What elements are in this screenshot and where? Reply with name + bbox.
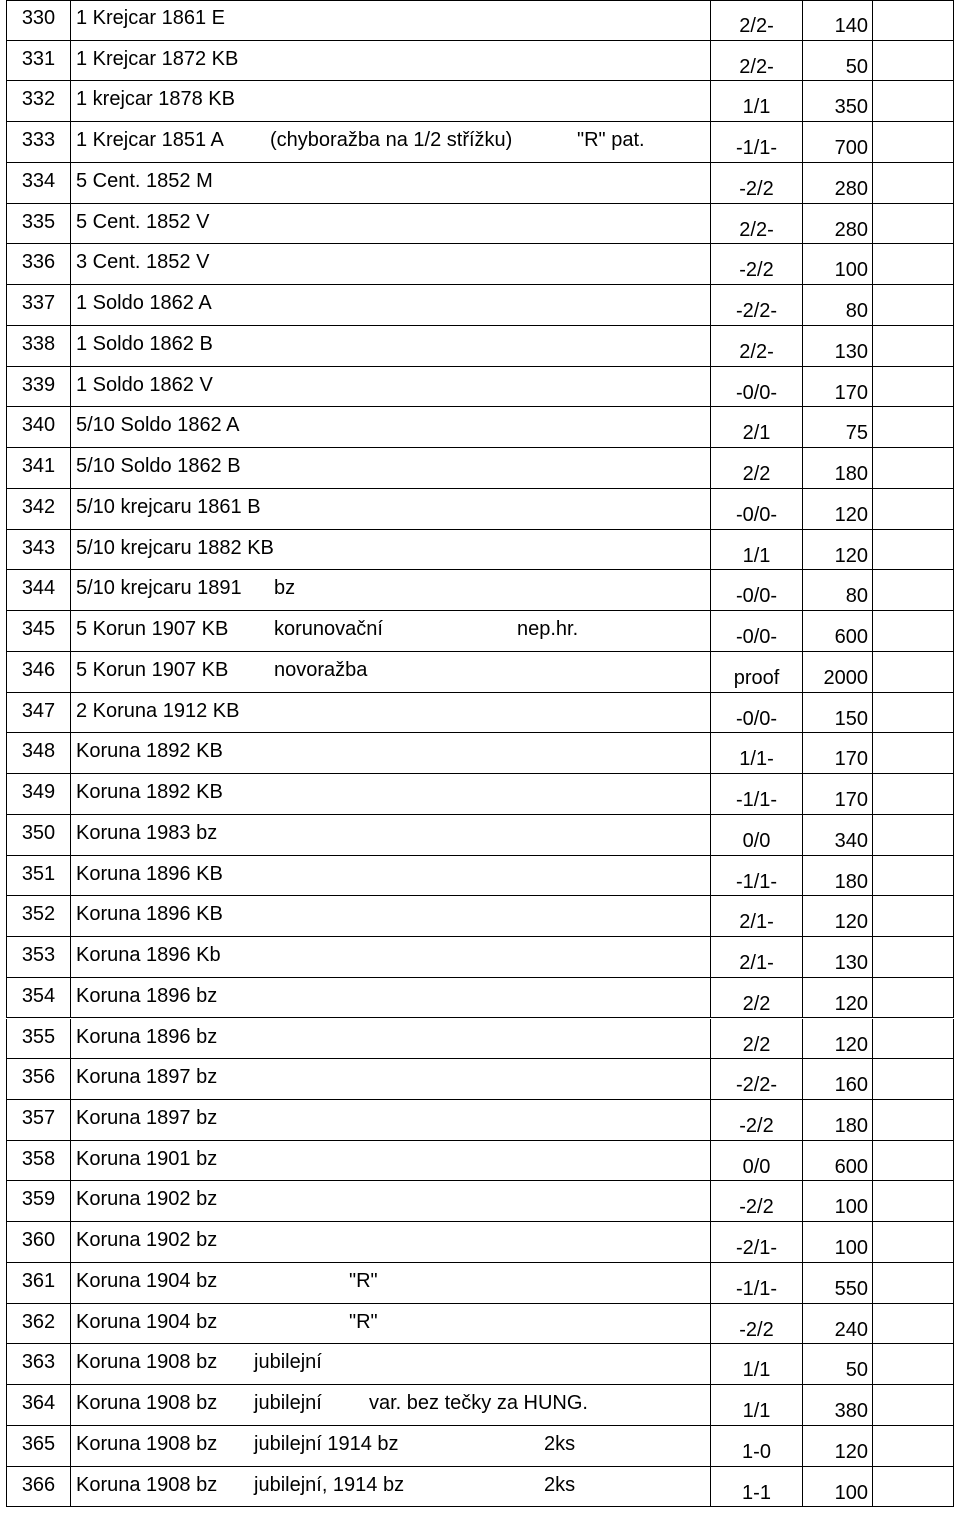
lot-description — [70, 733, 710, 774]
lot-description — [70, 326, 710, 367]
lot-grade: -2/2- — [710, 285, 802, 326]
lot-grade: -1/1- — [710, 774, 802, 815]
table-row — [6, 693, 954, 734]
lot-description — [70, 204, 710, 245]
table-row — [6, 815, 954, 856]
description-segment: 5/10 Soldo 1862 A — [76, 414, 240, 437]
lot-description — [70, 774, 710, 815]
lot-price: 180 — [802, 448, 872, 489]
lot-price: 100 — [802, 1222, 872, 1263]
lot-description — [70, 1263, 710, 1304]
lot-grade: 1/1 — [710, 81, 802, 122]
empty-cell — [872, 1344, 954, 1385]
lot-grade: 1-1 — [710, 1467, 802, 1508]
lot-grade: 2/2 — [710, 1019, 802, 1060]
table-row — [6, 1222, 954, 1263]
empty-cell — [872, 1304, 954, 1345]
description-segment: bz — [274, 577, 296, 600]
empty-cell — [872, 856, 954, 897]
lot-price: 180 — [802, 1100, 872, 1141]
lot-description — [70, 1385, 710, 1426]
description-segment: 1 krejcar 1878 KB — [76, 88, 235, 111]
table-row — [6, 856, 954, 897]
lot-description — [70, 122, 710, 163]
lot-number: 360 — [6, 1222, 70, 1263]
empty-cell — [872, 693, 954, 734]
description-segment: jubilejní — [254, 1351, 322, 1374]
lot-number: 346 — [6, 652, 70, 693]
lot-description — [70, 407, 710, 448]
description-segment: jubilejní, 1914 bz — [254, 1473, 405, 1496]
description-segment: Koruna 1896 Kb — [76, 944, 221, 967]
lot-grade: -1/1- — [710, 122, 802, 163]
lot-price: 700 — [802, 122, 872, 163]
lot-number: 336 — [6, 244, 70, 285]
empty-cell — [872, 489, 954, 530]
description-segment: "R" — [349, 1269, 378, 1292]
lot-number: 356 — [6, 1059, 70, 1100]
lot-grade: 0/0 — [710, 1141, 802, 1182]
lot-grade: -2/2 — [710, 244, 802, 285]
empty-cell — [872, 815, 954, 856]
description-segment: Koruna 1896 bz — [76, 984, 218, 1007]
lot-number: 330 — [6, 0, 70, 41]
table-row — [6, 1304, 954, 1345]
empty-cell — [872, 1100, 954, 1141]
lot-number: 334 — [6, 163, 70, 204]
lot-number: 352 — [6, 896, 70, 937]
lot-grade: proof — [710, 652, 802, 693]
lot-number: 366 — [6, 1467, 70, 1508]
table-row — [6, 937, 954, 978]
lot-price: 340 — [802, 815, 872, 856]
lot-price: 120 — [802, 530, 872, 571]
description-segment: var. bez tečky za HUNG. — [369, 1392, 588, 1415]
lot-description — [70, 448, 710, 489]
empty-cell — [872, 1385, 954, 1426]
lot-number: 337 — [6, 285, 70, 326]
table-row — [6, 367, 954, 408]
lot-price: 120 — [802, 489, 872, 530]
lot-description — [70, 0, 710, 41]
table-row — [6, 1019, 954, 1060]
lot-price: 180 — [802, 856, 872, 897]
lot-grade: -1/1- — [710, 856, 802, 897]
description-segment: "R" pat. — [577, 129, 645, 152]
lot-price: 600 — [802, 1141, 872, 1182]
lot-grade: 2/2- — [710, 0, 802, 41]
table-row — [6, 1181, 954, 1222]
lot-grade: 2/2 — [710, 978, 802, 1019]
lot-price: 50 — [802, 1344, 872, 1385]
lot-grade: 2/2- — [710, 41, 802, 82]
table-row — [6, 489, 954, 530]
lot-description — [70, 1059, 710, 1100]
lot-number: 332 — [6, 81, 70, 122]
table-row — [6, 122, 954, 163]
empty-cell — [872, 611, 954, 652]
description-segment: 2 Koruna 1912 KB — [76, 699, 240, 722]
empty-cell — [872, 774, 954, 815]
empty-cell — [872, 733, 954, 774]
table-row — [6, 244, 954, 285]
description-segment: Koruna 1901 bz — [76, 1147, 218, 1170]
lot-description — [70, 244, 710, 285]
lot-grade: 2/2 — [710, 448, 802, 489]
description-segment: Koruna 1896 bz — [76, 1025, 218, 1048]
description-segment: Koruna 1892 KB — [76, 740, 223, 763]
lot-price: 170 — [802, 774, 872, 815]
lot-description — [70, 1181, 710, 1222]
empty-cell — [872, 652, 954, 693]
table-row — [6, 1100, 954, 1141]
lot-number: 338 — [6, 326, 70, 367]
description-segment: Koruna 1902 bz — [76, 1229, 218, 1252]
description-segment: novoražba — [274, 658, 368, 681]
lot-price: 120 — [802, 1019, 872, 1060]
empty-cell — [872, 570, 954, 611]
lot-price: 550 — [802, 1263, 872, 1304]
lot-grade: -1/1- — [710, 1263, 802, 1304]
lot-price: 120 — [802, 978, 872, 1019]
empty-cell — [872, 163, 954, 204]
lot-number: 355 — [6, 1019, 70, 1060]
table-row — [6, 163, 954, 204]
description-segment: Koruna 1897 bz — [76, 1106, 218, 1129]
table-row — [6, 0, 954, 41]
table-row — [6, 204, 954, 245]
table-row — [6, 1059, 954, 1100]
lot-grade: 2/2- — [710, 326, 802, 367]
lot-grade: -2/2 — [710, 1100, 802, 1141]
lot-grade: -0/0- — [710, 367, 802, 408]
lot-number: 350 — [6, 815, 70, 856]
lot-number: 333 — [6, 122, 70, 163]
description-segment: 3 Cent. 1852 V — [76, 251, 210, 274]
lot-price: 240 — [802, 1304, 872, 1345]
description-segment: 1 Soldo 1862 V — [76, 373, 213, 396]
description-segment: Koruna 1908 bz — [76, 1392, 218, 1415]
lot-description — [70, 1426, 710, 1467]
empty-cell — [872, 244, 954, 285]
empty-cell — [872, 204, 954, 245]
description-segment: Koruna 1892 KB — [76, 781, 223, 804]
lot-description — [70, 937, 710, 978]
lot-grade: 2/2- — [710, 204, 802, 245]
lot-number: 349 — [6, 774, 70, 815]
description-segment: 5/10 krejcaru 1861 B — [76, 495, 261, 518]
empty-cell — [872, 448, 954, 489]
lot-price: 280 — [802, 163, 872, 204]
description-segment: 1 Krejcar 1872 KB — [76, 47, 239, 70]
lot-grade: -2/2 — [710, 1304, 802, 1345]
description-segment: "R" — [349, 1310, 378, 1333]
lot-price: 100 — [802, 244, 872, 285]
lot-grade: -2/2- — [710, 1059, 802, 1100]
empty-cell — [872, 367, 954, 408]
lot-description — [70, 285, 710, 326]
lot-description — [70, 367, 710, 408]
lot-grade: 2/1 — [710, 407, 802, 448]
lot-description — [70, 856, 710, 897]
description-segment: Koruna 1896 KB — [76, 903, 223, 926]
lot-description — [70, 1222, 710, 1263]
lot-description — [70, 81, 710, 122]
description-segment: 1 Soldo 1862 B — [76, 332, 213, 355]
lot-price: 130 — [802, 326, 872, 367]
lot-grade: -0/0- — [710, 570, 802, 611]
description-segment: Koruna 1908 bz — [76, 1351, 218, 1374]
lot-grade: -0/0- — [710, 489, 802, 530]
description-segment: Koruna 1904 bz — [76, 1310, 218, 1333]
lot-description — [70, 815, 710, 856]
description-segment: 5/10 krejcaru 1891 — [76, 577, 242, 600]
empty-cell — [872, 41, 954, 82]
lot-price: 170 — [802, 367, 872, 408]
description-segment: 5 Cent. 1852 M — [76, 169, 213, 192]
catalog-table — [6, 0, 954, 1516]
lot-description — [70, 896, 710, 937]
table-row — [6, 611, 954, 652]
lot-number: 339 — [6, 367, 70, 408]
lot-price: 80 — [802, 570, 872, 611]
lot-number: 364 — [6, 1385, 70, 1426]
lot-grade: 1/1 — [710, 1385, 802, 1426]
lot-description — [70, 1019, 710, 1060]
table-row — [6, 978, 954, 1019]
description-segment: jubilejní — [254, 1392, 322, 1415]
lot-price: 140 — [802, 0, 872, 41]
lot-price: 2000 — [802, 652, 872, 693]
lot-price: 100 — [802, 1181, 872, 1222]
empty-cell — [872, 122, 954, 163]
description-segment: Koruna 1897 bz — [76, 1066, 218, 1089]
empty-cell — [872, 0, 954, 41]
table-row — [6, 326, 954, 367]
lot-price: 160 — [802, 1059, 872, 1100]
empty-cell — [872, 937, 954, 978]
lot-description — [70, 530, 710, 571]
lot-description — [70, 1467, 710, 1508]
lot-price: 130 — [802, 937, 872, 978]
description-segment: jubilejní 1914 bz — [254, 1432, 399, 1455]
description-segment: 2ks — [544, 1432, 576, 1455]
description-segment: 1 Soldo 1862 A — [76, 292, 212, 315]
table-row — [6, 81, 954, 122]
lot-grade: -0/0- — [710, 611, 802, 652]
lot-number: 361 — [6, 1263, 70, 1304]
lot-description — [70, 611, 710, 652]
description-segment: Koruna 1983 bz — [76, 821, 218, 844]
lot-description — [70, 1304, 710, 1345]
lot-number: 358 — [6, 1141, 70, 1182]
description-segment: 5 Korun 1907 KB — [76, 658, 229, 681]
lot-price: 350 — [802, 81, 872, 122]
lot-price: 280 — [802, 204, 872, 245]
description-segment: korunovační — [274, 618, 383, 641]
lot-grade: -2/2 — [710, 163, 802, 204]
description-segment: Koruna 1896 KB — [76, 862, 223, 885]
lot-grade: 1/1 — [710, 1344, 802, 1385]
description-segment: Koruna 1902 bz — [76, 1188, 218, 1211]
empty-cell — [872, 1222, 954, 1263]
table-row — [6, 774, 954, 815]
table-row — [6, 285, 954, 326]
empty-cell — [872, 1263, 954, 1304]
lot-description — [70, 693, 710, 734]
table-row — [6, 1385, 954, 1426]
description-segment: 5 Cent. 1852 V — [76, 210, 210, 233]
table-row — [6, 570, 954, 611]
lot-description — [70, 163, 710, 204]
lot-price: 120 — [802, 896, 872, 937]
empty-cell — [872, 530, 954, 571]
lot-description — [70, 978, 710, 1019]
lot-description — [70, 1100, 710, 1141]
lot-number: 342 — [6, 489, 70, 530]
table-row — [6, 733, 954, 774]
lot-description — [70, 1344, 710, 1385]
table-row — [6, 1426, 954, 1467]
table-row — [6, 530, 954, 571]
empty-cell — [872, 1467, 954, 1508]
lot-number: 335 — [6, 204, 70, 245]
empty-cell — [872, 1141, 954, 1182]
description-segment: 1 Krejcar 1851 A — [76, 129, 224, 152]
lot-number: 347 — [6, 693, 70, 734]
lot-number: 357 — [6, 1100, 70, 1141]
lot-number: 345 — [6, 611, 70, 652]
lot-number: 362 — [6, 1304, 70, 1345]
table-row — [6, 41, 954, 82]
table-row — [6, 1141, 954, 1182]
lot-grade: 1/1- — [710, 733, 802, 774]
lot-grade: -0/0- — [710, 693, 802, 734]
empty-cell — [872, 1019, 954, 1060]
empty-cell — [872, 1181, 954, 1222]
lot-number: 331 — [6, 41, 70, 82]
lot-number: 351 — [6, 856, 70, 897]
lot-grade: 2/1- — [710, 937, 802, 978]
lot-number: 341 — [6, 448, 70, 489]
lot-number: 340 — [6, 407, 70, 448]
empty-cell — [872, 896, 954, 937]
description-segment: 1 Krejcar 1861 E — [76, 7, 225, 29]
table-row — [6, 1344, 954, 1385]
lot-price: 380 — [802, 1385, 872, 1426]
lot-grade: 2/1- — [710, 896, 802, 937]
lot-number: 344 — [6, 570, 70, 611]
lot-price: 170 — [802, 733, 872, 774]
description-segment: 5/10 Soldo 1862 B — [76, 455, 241, 478]
lot-price: 80 — [802, 285, 872, 326]
lot-grade: 1/1 — [710, 530, 802, 571]
lot-description — [70, 489, 710, 530]
lot-price: 50 — [802, 41, 872, 82]
empty-cell — [872, 1426, 954, 1467]
lot-price: 75 — [802, 407, 872, 448]
description-segment: Koruna 1904 bz — [76, 1269, 218, 1292]
lot-number: 354 — [6, 978, 70, 1019]
description-segment: 2ks — [544, 1473, 576, 1496]
table-row — [6, 652, 954, 693]
lot-price: 120 — [802, 1426, 872, 1467]
description-segment: (chyboražba na 1/2 střížku) — [270, 129, 513, 152]
description-segment: 5 Korun 1907 KB — [76, 618, 229, 641]
lot-price: 100 — [802, 1467, 872, 1508]
lot-grade: 0/0 — [710, 815, 802, 856]
empty-cell — [872, 1059, 954, 1100]
description-segment: Koruna 1908 bz — [76, 1432, 218, 1455]
empty-cell — [872, 285, 954, 326]
table-row — [6, 896, 954, 937]
description-segment: nep.hr. — [517, 618, 579, 641]
lot-number: 353 — [6, 937, 70, 978]
lot-price: 600 — [802, 611, 872, 652]
lot-price: 150 — [802, 693, 872, 734]
lot-description — [70, 1141, 710, 1182]
empty-cell — [872, 978, 954, 1019]
empty-cell — [872, 407, 954, 448]
empty-cell — [872, 81, 954, 122]
lot-grade: -2/2 — [710, 1181, 802, 1222]
empty-cell — [872, 326, 954, 367]
lot-description — [70, 652, 710, 693]
description-segment: 5/10 krejcaru 1882 KB — [76, 536, 274, 559]
lot-number: 348 — [6, 733, 70, 774]
table-row — [6, 448, 954, 489]
lot-grade: 1-0 — [710, 1426, 802, 1467]
lot-number: 359 — [6, 1181, 70, 1222]
lot-number: 343 — [6, 530, 70, 571]
table-row — [6, 407, 954, 448]
table-row — [6, 1263, 954, 1304]
lot-description — [70, 41, 710, 82]
lot-number: 365 — [6, 1426, 70, 1467]
lot-description — [70, 570, 710, 611]
lot-number: 363 — [6, 1344, 70, 1385]
lot-grade: -2/1- — [710, 1222, 802, 1263]
table-row — [6, 1467, 954, 1508]
description-segment: Koruna 1908 bz — [76, 1473, 218, 1496]
